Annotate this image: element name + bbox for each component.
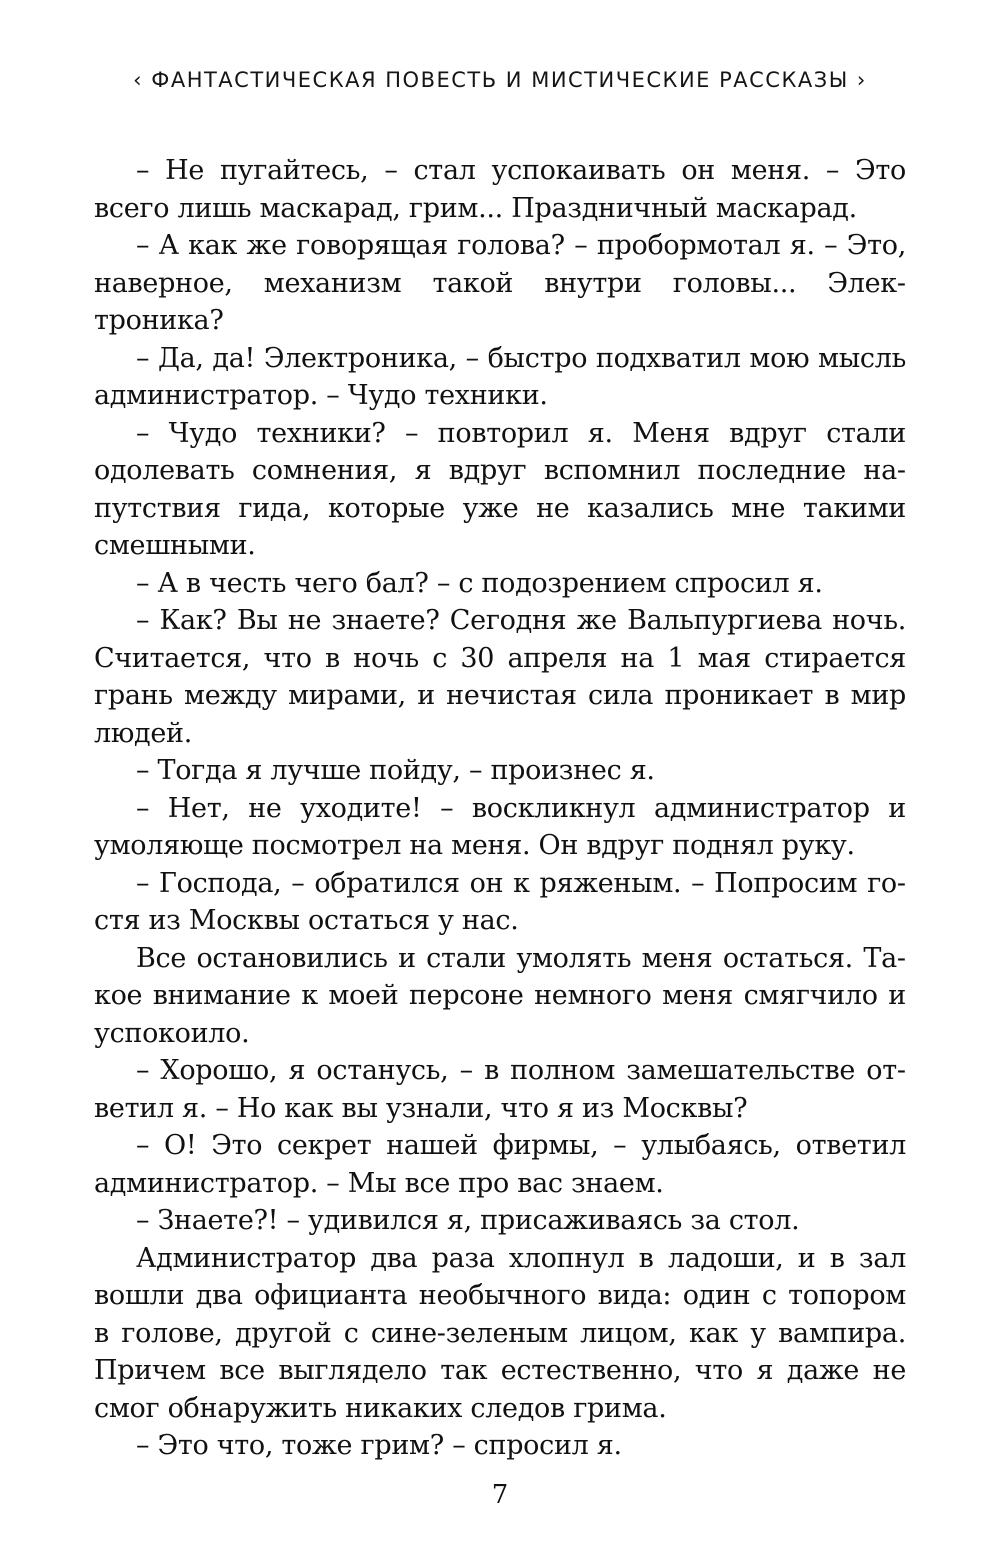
paragraph: – Чудо техники? – повторил я. Меня вдруг стали одолевать сомнения, я вдруг вспомнил последние напутствия гида, которые уже не казались мне такими смешными. — [94, 417, 906, 561]
paragraph: – Да, да! Электроника, – быстро подхватил мою мысль администратор. – Чудо техники. — [94, 342, 906, 411]
running-head: ‹ ФАНТАСТИЧЕСКАЯ ПОВЕСТЬ И МИСТИЧЕСКИЕ РАССКАЗЫ › — [133, 68, 867, 92]
paragraph: – Как? Вы не знаете? Сегодня же Вальпургиева ночь. Считается, что в ночь с 30 апреля на 1 мая стирается грань между мирами, и нечистая сила проникает в мир людей. — [94, 605, 906, 749]
paragraph: – А как же говорящая голова? – пробормотал я. – Это, наверное, механизм такой внутри головы... Электроника? — [94, 230, 906, 336]
body-text — [94, 152, 906, 1465]
paragraph: – Не пугайтесь, – стал успокаивать он меня. – Это всего лишь маскарад, грим... Праздничный маскарад. — [94, 155, 906, 224]
paragraph: Все остановились и стали умолять меня остаться. Такое внимание к моей персоне немного меня смягчило и успокоило. — [94, 942, 906, 1049]
paragraph: – Хорошо, я останусь, – в полном замешательстве ответил я. – Но как вы узнали, что я из Москвы? — [94, 1055, 906, 1124]
paragraph: – Это что, тоже грим? – спросил я. — [136, 1430, 622, 1461]
paragraph: – А в честь чего бал? – с подозрением спросил я. — [136, 567, 823, 599]
paragraph: Администратор два раза хлопнул в ладоши, и в зал вошли два официанта необычного вида: один с топором в голове, другой с сине-зеленым лицом, как у вампира. Причем все выглядело так естественно, что я даже не смог обнаружить никаких следов грима. — [94, 1242, 906, 1424]
paragraph: – Тогда я лучше пойду, – произнес я. — [136, 755, 655, 786]
paragraph: – Знаете?! – удивился я, присаживаясь за стол. — [136, 1205, 800, 1236]
paragraph: – Господа, – обратился он к ряженым. – Попросим гостя из Москвы остаться у нас. — [94, 867, 906, 936]
page-number: 7 — [491, 1480, 509, 1510]
paragraph: – Нет, не уходите! – воскликнул администратор и умоляюще посмотрел на меня. Он вдруг поднял руку. — [94, 792, 906, 861]
paragraph: – О! Это секрет нашей фирмы, – улыбаясь, ответил администратор. – Мы все про вас знаем. — [94, 1130, 906, 1199]
